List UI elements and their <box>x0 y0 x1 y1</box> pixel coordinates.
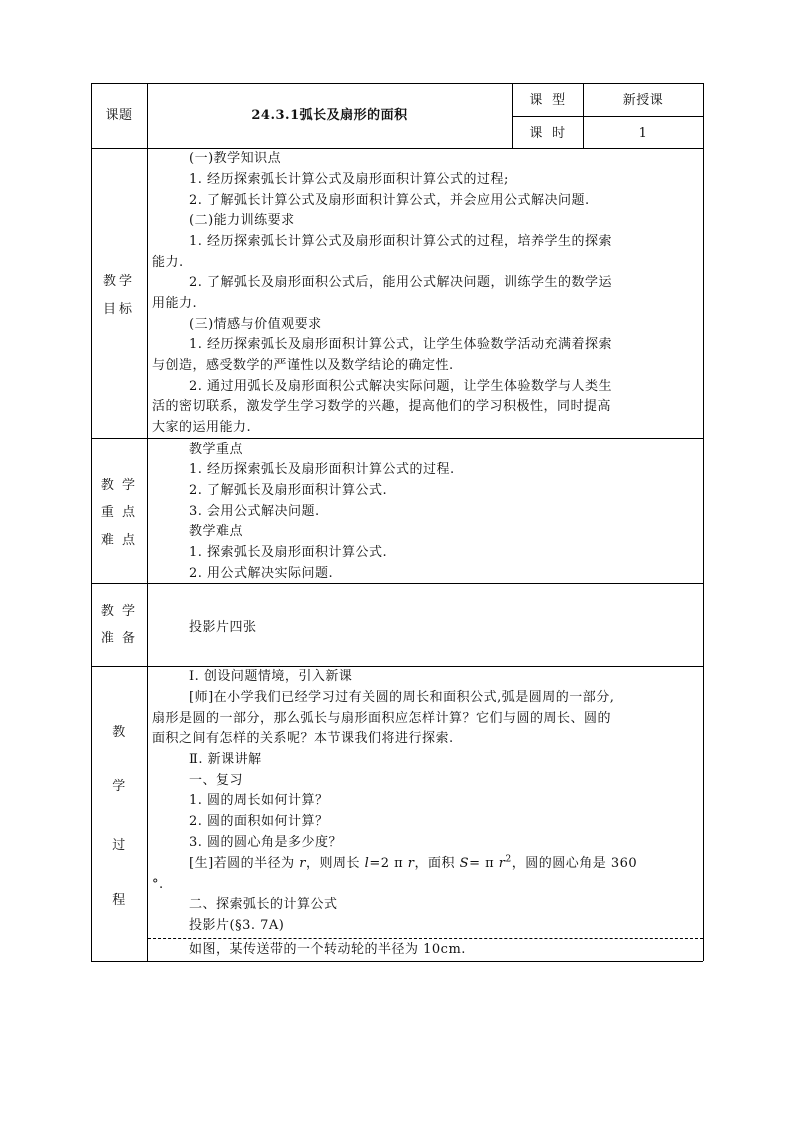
objective-line: 2. 了解弧长及扇形面积公式后，能用公式解决问题，训练学生的数学运 <box>189 275 613 290</box>
table-right-border <box>703 83 704 961</box>
process-line: 投影片(§3. 7A) <box>189 918 285 933</box>
preparation-label-line2: 准 备 <box>100 631 138 646</box>
table-top-border <box>91 83 703 84</box>
objective-heading-ability: (二)能力训练要求 <box>189 213 295 228</box>
formula-l: l <box>364 856 370 871</box>
label-column-divider <box>147 83 148 961</box>
process-dashed-divider <box>148 938 703 939</box>
keypoints-label-line1: 教 学 <box>100 478 138 493</box>
table-left-border <box>91 83 92 961</box>
objective-heading-knowledge: (一)教学知识点 <box>189 151 282 166</box>
formula-s: S <box>459 856 470 871</box>
objective-line: 2. 通过用弧长及扇形面积公式解决实际问题，让学生体验数学与人类生 <box>189 379 613 394</box>
keypoints-heading-focus: 教学重点 <box>189 442 244 457</box>
type-label: 课 型 <box>529 93 566 108</box>
process-label-char: 教 <box>112 725 126 740</box>
objective-line: 1. 经历探索弧长计算公式及扇形面积计算公式的过程; <box>189 172 509 187</box>
process-line: 2. 圆的面积如何计算？ <box>189 814 329 829</box>
process-line: 面积之间有怎样的关系呢？本节课我们将进行探索. <box>152 731 454 746</box>
objective-line: 2. 了解弧长计算公式及扇形面积计算公式，并会应用公式解决问题. <box>189 193 590 208</box>
formula-prefix: [生]若圆的半径为 <box>189 856 300 871</box>
objectives-bottom-border <box>91 438 703 439</box>
process-heading-review: 一、复习 <box>189 773 244 788</box>
keypoints-line: 3. 会用公式解决问题. <box>189 504 320 519</box>
process-label-char: 学 <box>112 779 126 794</box>
objective-line: 活的密切联系，激发学生学习数学的兴趣，提高他们的学习积极性，同时提高 <box>152 399 612 414</box>
process-line: 如图，某传送带的一个转动轮的半径为 10cm. <box>189 942 466 957</box>
hours-label: 课 时 <box>529 126 566 141</box>
keypoints-label-line3: 难 点 <box>100 533 138 548</box>
formula-suffix: ，圆的圆心角是 360 <box>511 856 638 871</box>
formula-text: ，则周长 <box>306 856 365 871</box>
objectives-label-line1: 教学 <box>102 274 135 289</box>
objectives-label-line2: 目标 <box>102 302 135 317</box>
formula-r: r <box>407 856 415 871</box>
process-heading-intro: Ⅰ. 创设问题情境，引入新课 <box>189 669 353 684</box>
formula-text: ，面积 <box>414 856 460 871</box>
hours-value: 1 <box>638 126 648 141</box>
process-line: 扇形是圆的一部分，那么弧长与扇形面积应怎样计算？它们与圆的周长、圆的 <box>152 711 612 726</box>
process-heading-arc: 二、探索弧长的计算公式 <box>189 897 338 912</box>
keypoints-line: 1. 经历探索弧长及扇形面积计算公式的过程. <box>189 462 455 477</box>
process-formula-line <box>189 856 637 872</box>
objective-line: 与创造，感受数学的严谨性以及数学结论的确定性. <box>152 358 454 373</box>
formula-text: =2 π <box>369 856 408 871</box>
preparation-bottom-border <box>91 666 703 667</box>
objective-line: 用能力. <box>152 296 198 311</box>
process-line: 3. 圆的圆心角是多少度？ <box>189 835 343 850</box>
keypoints-line: 2. 了解弧长及扇形面积计算公式. <box>189 483 388 498</box>
objective-heading-values: (三)情感与价值观要求 <box>189 317 322 332</box>
formula-r: r <box>498 856 506 871</box>
topic-title: 24.3.1弧长及扇形的面积 <box>251 108 408 123</box>
topic-label: 课题 <box>105 108 133 123</box>
objective-line: 1. 经历探索弧长计算公式及扇形面积计算公式的过程，培养学生的探索 <box>189 234 613 249</box>
formula-exponent: 2 <box>505 854 512 865</box>
objective-line: 大家的运用能力. <box>152 420 252 435</box>
objective-line: 能力. <box>152 255 184 270</box>
preparation-label-line1: 教 学 <box>100 604 138 619</box>
keypoints-bottom-border <box>91 583 703 584</box>
formula-text: = π <box>469 856 499 871</box>
header-bottom-border <box>91 148 703 149</box>
type-value: 新授课 <box>622 93 664 108</box>
keypoints-label-line2: 重 点 <box>100 505 138 520</box>
keypoints-line: 1. 探索弧长及扇形面积计算公式. <box>189 545 388 560</box>
header-inner-divider <box>512 116 703 117</box>
process-formula-continuation: °. <box>152 877 164 892</box>
process-line: 1. 圆的周长如何计算？ <box>189 793 329 808</box>
objective-line: 1. 经历探索弧长及扇形面积计算公式，让学生体验数学活动充满着探索 <box>189 337 613 352</box>
preparation-text: 投影片四张 <box>189 620 257 635</box>
table-bottom-border <box>91 961 703 962</box>
process-line: [师]在小学我们已经学习过有关圆的周长和面积公式,弧是圆周的一部分, <box>189 690 615 705</box>
formula-r: r <box>299 856 306 871</box>
process-label-char: 过 <box>112 838 126 853</box>
keypoints-heading-difficulty: 教学难点 <box>189 524 244 539</box>
keypoints-line: 2. 用公式解决实际问题. <box>189 566 334 581</box>
process-label-char: 程 <box>112 893 126 908</box>
process-heading-newlesson: Ⅱ. 新课讲解 <box>189 752 262 767</box>
